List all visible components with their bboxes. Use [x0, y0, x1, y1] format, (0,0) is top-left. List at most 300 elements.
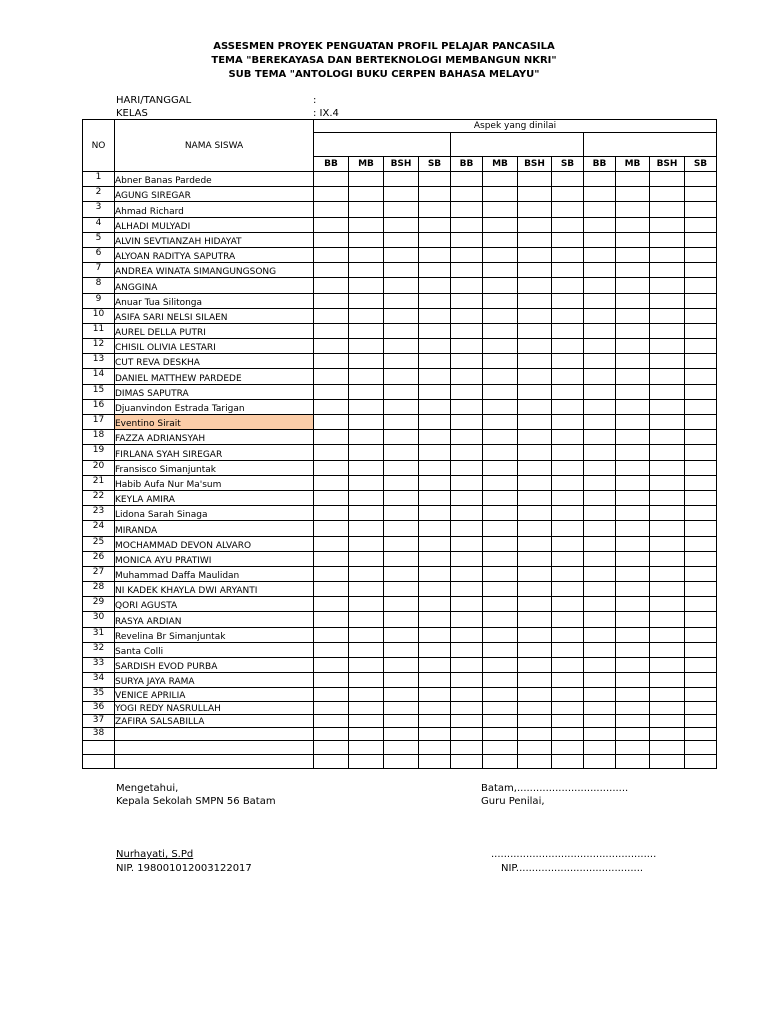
score-cell[interactable]: [314, 232, 349, 247]
score-cell[interactable]: [451, 475, 483, 490]
score-cell[interactable]: [616, 415, 650, 430]
score-cell[interactable]: [584, 172, 616, 187]
score-cell[interactable]: [349, 551, 384, 566]
score-cell[interactable]: [451, 232, 483, 247]
score-cell[interactable]: [584, 445, 616, 460]
score-cell[interactable]: [552, 566, 584, 581]
score-cell[interactable]: [451, 521, 483, 536]
score-cell[interactable]: [384, 430, 419, 445]
score-cell[interactable]: [518, 612, 552, 627]
score-cell[interactable]: [518, 430, 552, 445]
score-cell[interactable]: [552, 247, 584, 262]
score-cell[interactable]: [419, 263, 451, 278]
score-cell[interactable]: [419, 399, 451, 414]
score-cell[interactable]: [483, 521, 518, 536]
score-cell[interactable]: [384, 714, 419, 727]
score-cell[interactable]: [518, 701, 552, 714]
score-cell[interactable]: [419, 475, 451, 490]
score-cell[interactable]: [685, 354, 717, 369]
score-cell[interactable]: [314, 490, 349, 505]
score-cell[interactable]: [314, 551, 349, 566]
score-cell[interactable]: [419, 430, 451, 445]
score-cell[interactable]: [451, 688, 483, 701]
score-cell[interactable]: [451, 247, 483, 262]
score-cell[interactable]: [384, 247, 419, 262]
score-cell[interactable]: [518, 399, 552, 414]
score-cell[interactable]: [685, 741, 717, 755]
score-cell[interactable]: [451, 172, 483, 187]
score-cell[interactable]: [349, 521, 384, 536]
score-cell[interactable]: [451, 354, 483, 369]
score-cell[interactable]: [616, 566, 650, 581]
score-cell[interactable]: [650, 430, 685, 445]
score-cell[interactable]: [552, 323, 584, 338]
score-cell[interactable]: [384, 627, 419, 642]
score-cell[interactable]: [518, 741, 552, 755]
score-cell[interactable]: [650, 612, 685, 627]
score-cell[interactable]: [685, 293, 717, 308]
score-cell[interactable]: [419, 727, 451, 740]
score-cell[interactable]: [685, 202, 717, 217]
score-cell[interactable]: [314, 688, 349, 701]
score-cell[interactable]: [616, 354, 650, 369]
score-cell[interactable]: [518, 415, 552, 430]
score-cell[interactable]: [451, 293, 483, 308]
score-cell[interactable]: [451, 582, 483, 597]
score-cell[interactable]: [349, 247, 384, 262]
score-cell[interactable]: [584, 354, 616, 369]
score-cell[interactable]: [483, 566, 518, 581]
score-cell[interactable]: [552, 339, 584, 354]
score-cell[interactable]: [650, 369, 685, 384]
score-cell[interactable]: [451, 460, 483, 475]
score-cell[interactable]: [518, 551, 552, 566]
score-cell[interactable]: [552, 727, 584, 740]
score-cell[interactable]: [384, 658, 419, 673]
score-cell[interactable]: [650, 263, 685, 278]
score-cell[interactable]: [518, 293, 552, 308]
score-cell[interactable]: [451, 701, 483, 714]
score-cell[interactable]: [483, 536, 518, 551]
score-cell[interactable]: [584, 232, 616, 247]
score-cell[interactable]: [552, 217, 584, 232]
score-cell[interactable]: [451, 755, 483, 769]
score-cell[interactable]: [451, 612, 483, 627]
score-cell[interactable]: [384, 566, 419, 581]
score-cell[interactable]: [483, 187, 518, 202]
score-cell[interactable]: [584, 323, 616, 338]
score-cell[interactable]: [451, 673, 483, 688]
score-cell[interactable]: [314, 278, 349, 293]
score-cell[interactable]: [584, 293, 616, 308]
score-cell[interactable]: [314, 323, 349, 338]
score-cell[interactable]: [483, 755, 518, 769]
score-cell[interactable]: [518, 536, 552, 551]
score-cell[interactable]: [483, 475, 518, 490]
score-cell[interactable]: [650, 339, 685, 354]
score-cell[interactable]: [518, 278, 552, 293]
score-cell[interactable]: [314, 536, 349, 551]
score-cell[interactable]: [419, 566, 451, 581]
score-cell[interactable]: [384, 536, 419, 551]
score-cell[interactable]: [314, 475, 349, 490]
score-cell[interactable]: [384, 506, 419, 521]
score-cell[interactable]: [650, 323, 685, 338]
score-cell[interactable]: [483, 415, 518, 430]
score-cell[interactable]: [483, 627, 518, 642]
score-cell[interactable]: [483, 506, 518, 521]
score-cell[interactable]: [349, 445, 384, 460]
score-cell[interactable]: [314, 202, 349, 217]
score-cell[interactable]: [384, 673, 419, 688]
score-cell[interactable]: [616, 339, 650, 354]
score-cell[interactable]: [349, 308, 384, 323]
score-cell[interactable]: [314, 445, 349, 460]
score-cell[interactable]: [650, 597, 685, 612]
score-cell[interactable]: [384, 460, 419, 475]
score-cell[interactable]: [616, 506, 650, 521]
score-cell[interactable]: [616, 247, 650, 262]
score-cell[interactable]: [518, 506, 552, 521]
score-cell[interactable]: [349, 475, 384, 490]
score-cell[interactable]: [314, 642, 349, 657]
score-cell[interactable]: [384, 521, 419, 536]
score-cell[interactable]: [314, 741, 349, 755]
score-cell[interactable]: [419, 293, 451, 308]
score-cell[interactable]: [518, 490, 552, 505]
score-cell[interactable]: [314, 354, 349, 369]
score-cell[interactable]: [616, 755, 650, 769]
score-cell[interactable]: [685, 612, 717, 627]
score-cell[interactable]: [384, 741, 419, 755]
score-cell[interactable]: [552, 369, 584, 384]
score-cell[interactable]: [584, 369, 616, 384]
score-cell[interactable]: [483, 323, 518, 338]
score-cell[interactable]: [552, 399, 584, 414]
score-cell[interactable]: [314, 399, 349, 414]
score-cell[interactable]: [584, 490, 616, 505]
score-cell[interactable]: [616, 688, 650, 701]
score-cell[interactable]: [584, 688, 616, 701]
score-cell[interactable]: [518, 369, 552, 384]
score-cell[interactable]: [349, 755, 384, 769]
score-cell[interactable]: [685, 263, 717, 278]
score-cell[interactable]: [419, 278, 451, 293]
score-cell[interactable]: [349, 354, 384, 369]
score-cell[interactable]: [650, 701, 685, 714]
score-cell[interactable]: [314, 415, 349, 430]
score-cell[interactable]: [650, 415, 685, 430]
score-cell[interactable]: [685, 551, 717, 566]
score-cell[interactable]: [451, 308, 483, 323]
score-cell[interactable]: [552, 741, 584, 755]
score-cell[interactable]: [349, 642, 384, 657]
score-cell[interactable]: [314, 506, 349, 521]
score-cell[interactable]: [483, 384, 518, 399]
score-cell[interactable]: [314, 521, 349, 536]
score-cell[interactable]: [384, 551, 419, 566]
score-cell[interactable]: [483, 308, 518, 323]
score-cell[interactable]: [584, 202, 616, 217]
score-cell[interactable]: [552, 263, 584, 278]
score-cell[interactable]: [616, 551, 650, 566]
score-cell[interactable]: [616, 612, 650, 627]
score-cell[interactable]: [584, 551, 616, 566]
score-cell[interactable]: [518, 354, 552, 369]
score-cell[interactable]: [584, 339, 616, 354]
score-cell[interactable]: [483, 172, 518, 187]
score-cell[interactable]: [518, 323, 552, 338]
score-cell[interactable]: [584, 308, 616, 323]
score-cell[interactable]: [483, 658, 518, 673]
score-cell[interactable]: [650, 627, 685, 642]
score-cell[interactable]: [584, 755, 616, 769]
score-cell[interactable]: [419, 658, 451, 673]
score-cell[interactable]: [451, 536, 483, 551]
score-cell[interactable]: [650, 490, 685, 505]
score-cell[interactable]: [349, 627, 384, 642]
score-cell[interactable]: [419, 627, 451, 642]
score-cell[interactable]: [314, 566, 349, 581]
score-cell[interactable]: [483, 688, 518, 701]
score-cell[interactable]: [419, 521, 451, 536]
score-cell[interactable]: [650, 445, 685, 460]
score-cell[interactable]: [384, 202, 419, 217]
score-cell[interactable]: [685, 701, 717, 714]
score-cell[interactable]: [685, 673, 717, 688]
score-cell[interactable]: [349, 187, 384, 202]
score-cell[interactable]: [650, 741, 685, 755]
score-cell[interactable]: [650, 536, 685, 551]
score-cell[interactable]: [584, 727, 616, 740]
score-cell[interactable]: [552, 232, 584, 247]
score-cell[interactable]: [314, 582, 349, 597]
score-cell[interactable]: [584, 582, 616, 597]
score-cell[interactable]: [552, 521, 584, 536]
score-cell[interactable]: [419, 701, 451, 714]
score-cell[interactable]: [616, 445, 650, 460]
score-cell[interactable]: [349, 714, 384, 727]
score-cell[interactable]: [419, 232, 451, 247]
score-cell[interactable]: [552, 445, 584, 460]
score-cell[interactable]: [384, 582, 419, 597]
score-cell[interactable]: [419, 323, 451, 338]
score-cell[interactable]: [384, 263, 419, 278]
score-cell[interactable]: [616, 399, 650, 414]
score-cell[interactable]: [552, 673, 584, 688]
score-cell[interactable]: [518, 202, 552, 217]
score-cell[interactable]: [584, 506, 616, 521]
score-cell[interactable]: [552, 658, 584, 673]
score-cell[interactable]: [685, 278, 717, 293]
score-cell[interactable]: [685, 566, 717, 581]
score-cell[interactable]: [584, 627, 616, 642]
score-cell[interactable]: [349, 232, 384, 247]
score-cell[interactable]: [616, 727, 650, 740]
score-cell[interactable]: [384, 445, 419, 460]
score-cell[interactable]: [349, 597, 384, 612]
score-cell[interactable]: [650, 566, 685, 581]
score-cell[interactable]: [384, 278, 419, 293]
score-cell[interactable]: [518, 688, 552, 701]
score-cell[interactable]: [650, 658, 685, 673]
score-cell[interactable]: [451, 714, 483, 727]
score-cell[interactable]: [384, 490, 419, 505]
score-cell[interactable]: [685, 642, 717, 657]
score-cell[interactable]: [451, 506, 483, 521]
score-cell[interactable]: [685, 369, 717, 384]
score-cell[interactable]: [685, 688, 717, 701]
score-cell[interactable]: [419, 247, 451, 262]
score-cell[interactable]: [451, 323, 483, 338]
score-cell[interactable]: [384, 415, 419, 430]
score-cell[interactable]: [314, 217, 349, 232]
score-cell[interactable]: [451, 384, 483, 399]
score-cell[interactable]: [616, 263, 650, 278]
score-cell[interactable]: [616, 430, 650, 445]
score-cell[interactable]: [384, 688, 419, 701]
score-cell[interactable]: [483, 293, 518, 308]
score-cell[interactable]: [685, 727, 717, 740]
score-cell[interactable]: [616, 714, 650, 727]
score-cell[interactable]: [384, 217, 419, 232]
score-cell[interactable]: [518, 217, 552, 232]
score-cell[interactable]: [584, 247, 616, 262]
score-cell[interactable]: [349, 399, 384, 414]
score-cell[interactable]: [518, 460, 552, 475]
score-cell[interactable]: [616, 384, 650, 399]
score-cell[interactable]: [616, 597, 650, 612]
score-cell[interactable]: [518, 263, 552, 278]
score-cell[interactable]: [518, 658, 552, 673]
score-cell[interactable]: [650, 506, 685, 521]
score-cell[interactable]: [314, 187, 349, 202]
score-cell[interactable]: [584, 612, 616, 627]
score-cell[interactable]: [616, 202, 650, 217]
score-cell[interactable]: [451, 627, 483, 642]
score-cell[interactable]: [384, 475, 419, 490]
score-cell[interactable]: [685, 217, 717, 232]
score-cell[interactable]: [483, 582, 518, 597]
score-cell[interactable]: [616, 475, 650, 490]
score-cell[interactable]: [419, 354, 451, 369]
score-cell[interactable]: [349, 741, 384, 755]
score-cell[interactable]: [451, 445, 483, 460]
score-cell[interactable]: [483, 612, 518, 627]
score-cell[interactable]: [552, 187, 584, 202]
score-cell[interactable]: [483, 263, 518, 278]
score-cell[interactable]: [451, 369, 483, 384]
score-cell[interactable]: [419, 536, 451, 551]
score-cell[interactable]: [552, 688, 584, 701]
score-cell[interactable]: [451, 597, 483, 612]
score-cell[interactable]: [650, 673, 685, 688]
score-cell[interactable]: [616, 278, 650, 293]
score-cell[interactable]: [518, 232, 552, 247]
score-cell[interactable]: [483, 430, 518, 445]
score-cell[interactable]: [483, 673, 518, 688]
score-cell[interactable]: [314, 339, 349, 354]
score-cell[interactable]: [419, 490, 451, 505]
score-cell[interactable]: [518, 642, 552, 657]
score-cell[interactable]: [483, 460, 518, 475]
score-cell[interactable]: [685, 339, 717, 354]
score-cell[interactable]: [650, 755, 685, 769]
score-cell[interactable]: [650, 202, 685, 217]
score-cell[interactable]: [384, 399, 419, 414]
score-cell[interactable]: [384, 293, 419, 308]
score-cell[interactable]: [451, 490, 483, 505]
score-cell[interactable]: [451, 642, 483, 657]
score-cell[interactable]: [349, 217, 384, 232]
score-cell[interactable]: [314, 172, 349, 187]
score-cell[interactable]: [650, 278, 685, 293]
score-cell[interactable]: [616, 582, 650, 597]
score-cell[interactable]: [518, 384, 552, 399]
score-cell[interactable]: [685, 460, 717, 475]
score-cell[interactable]: [685, 475, 717, 490]
score-cell[interactable]: [419, 369, 451, 384]
score-cell[interactable]: [616, 642, 650, 657]
score-cell[interactable]: [314, 714, 349, 727]
score-cell[interactable]: [616, 308, 650, 323]
score-cell[interactable]: [451, 339, 483, 354]
score-cell[interactable]: [584, 384, 616, 399]
score-cell[interactable]: [384, 187, 419, 202]
score-cell[interactable]: [419, 506, 451, 521]
score-cell[interactable]: [552, 308, 584, 323]
score-cell[interactable]: [451, 430, 483, 445]
score-cell[interactable]: [552, 202, 584, 217]
score-cell[interactable]: [483, 741, 518, 755]
score-cell[interactable]: [685, 658, 717, 673]
score-cell[interactable]: [314, 727, 349, 740]
score-cell[interactable]: [384, 323, 419, 338]
score-cell[interactable]: [349, 460, 384, 475]
score-cell[interactable]: [584, 415, 616, 430]
score-cell[interactable]: [650, 247, 685, 262]
score-cell[interactable]: [685, 597, 717, 612]
score-cell[interactable]: [419, 460, 451, 475]
score-cell[interactable]: [419, 217, 451, 232]
score-cell[interactable]: [616, 490, 650, 505]
score-cell[interactable]: [384, 232, 419, 247]
score-cell[interactable]: [483, 399, 518, 414]
score-cell[interactable]: [552, 701, 584, 714]
score-cell[interactable]: [685, 521, 717, 536]
score-cell[interactable]: [349, 490, 384, 505]
score-cell[interactable]: [518, 445, 552, 460]
score-cell[interactable]: [451, 551, 483, 566]
score-cell[interactable]: [685, 323, 717, 338]
score-cell[interactable]: [584, 741, 616, 755]
score-cell[interactable]: [314, 263, 349, 278]
score-cell[interactable]: [584, 714, 616, 727]
score-cell[interactable]: [518, 187, 552, 202]
score-cell[interactable]: [419, 551, 451, 566]
score-cell[interactable]: [518, 566, 552, 581]
score-cell[interactable]: [650, 399, 685, 414]
score-cell[interactable]: [616, 627, 650, 642]
score-cell[interactable]: [483, 642, 518, 657]
score-cell[interactable]: [584, 460, 616, 475]
score-cell[interactable]: [419, 612, 451, 627]
score-cell[interactable]: [419, 755, 451, 769]
score-cell[interactable]: [384, 701, 419, 714]
score-cell[interactable]: [483, 369, 518, 384]
score-cell[interactable]: [419, 415, 451, 430]
score-cell[interactable]: [349, 323, 384, 338]
